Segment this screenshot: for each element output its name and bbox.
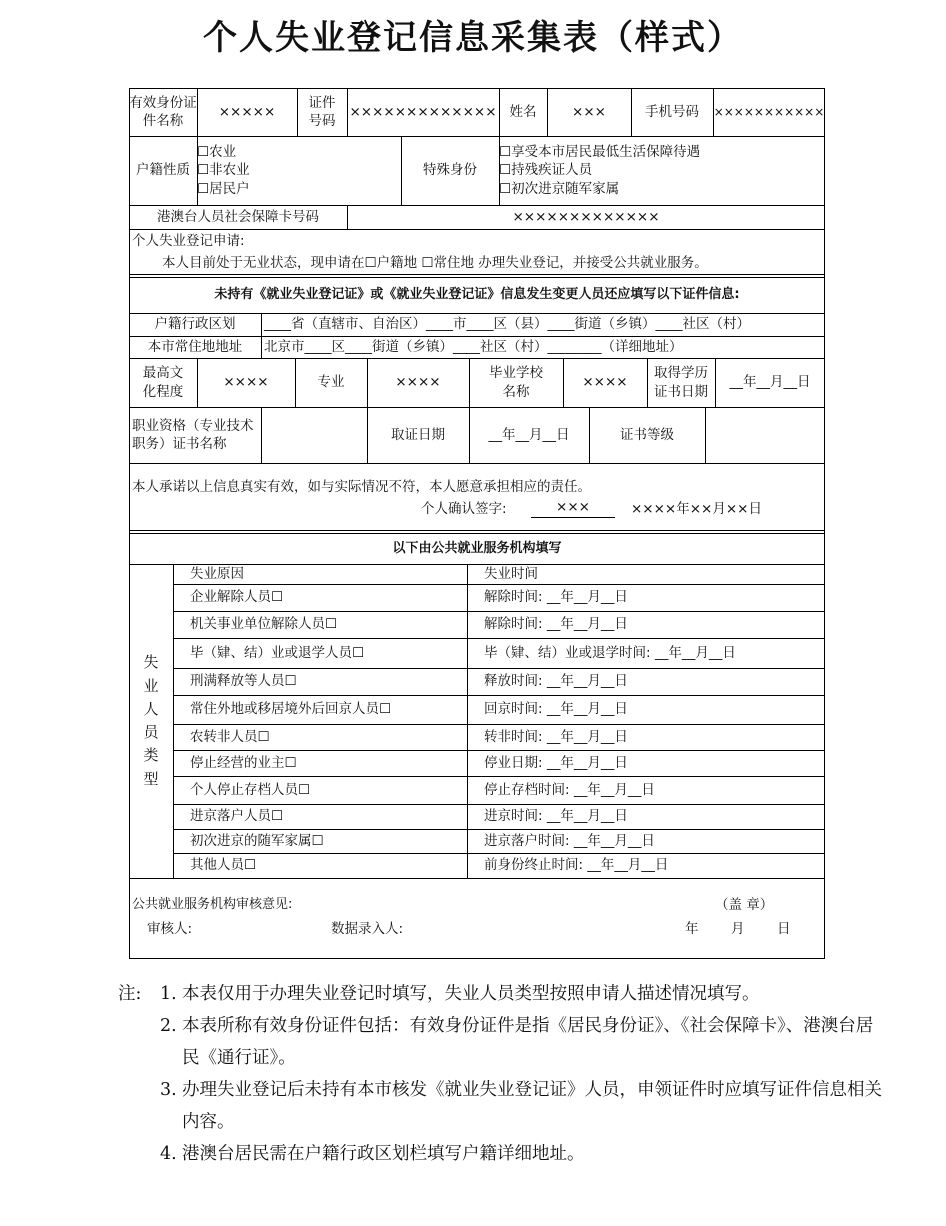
registration-form <box>129 88 825 958</box>
reason-row[interactable]: 刑满释放等人员☐ <box>190 673 297 690</box>
footnote-item <box>118 978 888 1010</box>
reason-row[interactable]: 个人停止存档人员☐ <box>190 781 311 798</box>
seal-label: （盖 章） <box>715 896 774 913</box>
time-row[interactable]: 停业日期: __年__月__日 <box>484 754 628 771</box>
time-header: 失业时间 <box>484 565 538 582</box>
id-type-label: 有效身份证件名称 <box>129 94 197 129</box>
name-label: 姓名 <box>509 103 537 120</box>
sign-date: ××××年××月××日 <box>631 500 762 517</box>
time-row[interactable]: 进京时间: __年__月__日 <box>484 808 628 825</box>
footnote-number: 4. <box>160 1144 177 1164</box>
reason-row[interactable]: 常住外地或移居境外后回京人员☐ <box>190 701 392 718</box>
hukou-region-label: 户籍行政区划 <box>154 316 236 333</box>
id-type-value[interactable]: ××××× <box>218 103 276 120</box>
cert-date-value[interactable]: __年__月__日 <box>729 374 811 391</box>
review-month-label: 月 <box>731 920 745 937</box>
qualification-value[interactable] <box>261 407 367 463</box>
footnote-number: 1. <box>160 984 177 1004</box>
time-row[interactable]: 解除时间: __年__月__日 <box>484 589 628 606</box>
time-row[interactable]: 解除时间: __年__月__日 <box>484 616 628 633</box>
reason-row[interactable]: 毕（肄、结）业或退学人员☐ <box>190 644 365 661</box>
name-value[interactable]: ××× <box>572 103 606 120</box>
reason-row[interactable]: 停止经营的业主☐ <box>190 754 297 771</box>
hmt-social-card-label: 港澳台人员社会保障卡号码 <box>157 208 319 225</box>
id-number-label: 证件号码 <box>308 94 336 129</box>
form-title: 个人失业登记信息采集表（样式） <box>203 18 743 58</box>
reason-row[interactable]: 其他人员☐ <box>190 857 257 874</box>
hukou-type-label: 户籍性质 <box>136 162 190 179</box>
review-year-label: 年 <box>685 920 699 937</box>
time-row[interactable]: 停止存档时间: __年__月__日 <box>484 781 655 798</box>
cert-level-value[interactable] <box>705 407 825 463</box>
phone-value[interactable]: ××××××××××× <box>713 104 825 119</box>
application-title: 个人失业登记申请: <box>132 232 245 249</box>
hukou-option-resident[interactable]: ☐居民户 <box>197 180 250 197</box>
footnotes <box>118 978 888 1170</box>
special-option-disability[interactable]: ☐持残疾证人员 <box>499 162 593 179</box>
time-row[interactable]: 前身份终止时间: __年__月__日 <box>484 857 669 874</box>
special-option-min-living[interactable]: ☐享受本市居民最低生活保障待遇 <box>499 144 701 161</box>
reason-row[interactable]: 进京落户人员☐ <box>190 808 284 825</box>
signature-field[interactable]: ××× <box>531 498 615 518</box>
reviewer-label: 审核人: <box>147 920 193 937</box>
footnote-text: 办理失业登记后未持有本市核发《就业失业登记证》人员，申领证件时应填写证件信息相关内容。 <box>182 1080 882 1132</box>
special-status-options <box>499 136 825 205</box>
school-value[interactable]: ×××× <box>582 374 628 391</box>
time-row[interactable]: 释放时间: __年__月__日 <box>484 673 628 690</box>
id-number-value[interactable]: ××××××××××××× <box>349 103 497 120</box>
hmt-social-card-value[interactable]: ××××××××××××× <box>512 208 660 225</box>
sign-label: 个人确认签字: <box>421 500 507 517</box>
cert-date-label: 取得学历证书日期 <box>654 365 708 400</box>
school-label: 毕业学校名称 <box>489 365 543 400</box>
time-row[interactable]: 进京落户时间: __年__月__日 <box>484 832 655 849</box>
reason-row[interactable]: 农转非人员☐ <box>190 728 270 745</box>
agency-section-header: 以下由公共就业服务机构填写 <box>392 540 562 556</box>
footnote-number: 2. <box>160 1016 177 1036</box>
major-value[interactable]: ×××× <box>395 374 441 391</box>
cert-level-label: 证书等级 <box>620 426 674 443</box>
hukou-type-options <box>197 136 401 205</box>
hukou-region-value[interactable]: ____省（直辖市、自治区）____市____区（县）____街道（乡镇）____社区（村） <box>264 316 750 333</box>
footnote-item <box>118 1074 888 1138</box>
qualification-date-value[interactable]: __年__月__日 <box>488 426 570 443</box>
residence-label: 本市常住地地址 <box>147 338 243 355</box>
special-option-military-family[interactable]: ☐初次进京随军家属 <box>499 180 620 197</box>
footnote-item <box>118 1010 888 1074</box>
hukou-option-non-agricultural[interactable]: ☐非农业 <box>197 162 250 179</box>
hukou-option-agricultural[interactable]: ☐农业 <box>197 144 237 161</box>
reason-header: 失业原因 <box>190 565 244 582</box>
education-level-label: 最高文化程度 <box>142 365 184 400</box>
education-level-value[interactable]: ×××× <box>223 374 269 391</box>
phone-label: 手机号码 <box>645 103 699 120</box>
major-label: 专业 <box>317 374 345 391</box>
qualification-date-label: 取证日期 <box>391 426 445 443</box>
application-text: 本人目前处于无业状态，现申请在☐户籍地 ☐常住地 办理失业登记，并接受公共就业服务。 <box>162 254 708 271</box>
data-entry-label: 数据录入人: <box>331 920 404 937</box>
special-status-label: 特殊身份 <box>423 162 477 179</box>
footnote-prefix: 注: <box>118 984 142 1004</box>
residence-value[interactable]: 北京市____区____街道（乡镇）____社区（村）________（详细地址） <box>264 338 683 355</box>
footnote-item <box>118 1138 888 1170</box>
footnote-number: 3. <box>160 1080 177 1100</box>
time-row[interactable]: 转非时间: __年__月__日 <box>484 728 628 745</box>
footnote-text: 本表仅用于办理失业登记时填写，失业人员类型按照申请人描述情况填写。 <box>182 984 760 1004</box>
reason-row[interactable]: 机关事业单位解除人员☐ <box>190 616 338 633</box>
time-row[interactable]: 回京时间: __年__月__日 <box>484 701 628 718</box>
unemployed-type-side-label: 失业人员类型 <box>143 653 159 788</box>
qualification-label: 职业资格（专业技术职务）证书名称 <box>132 417 254 452</box>
footnote-text: 港澳台居民需在户籍行政区划栏填写户籍详细地址。 <box>182 1144 585 1164</box>
review-opinion-label: 公共就业服务机构审核意见: <box>132 897 293 913</box>
change-notice: 未持有《就业失业登记证》或《就业失业登记证》信息发生变更人员还应填写以下证件信息: <box>214 287 740 303</box>
reason-row[interactable]: 企业解除人员☐ <box>190 589 284 606</box>
time-row[interactable]: 毕（肄、结）业或退学时间: __年__月__日 <box>484 644 736 661</box>
footnote-text: 本表所称有效身份证件包括：有效身份证件是指《居民身份证》、《社会保障卡》、港澳台居民《通行证》。 <box>182 1016 874 1068</box>
review-day-label: 日 <box>777 920 791 937</box>
promise-text: 本人承诺以上信息真实有效，如与实际情况不符，本人愿意承担相应的责任。 <box>132 478 591 495</box>
reason-row[interactable]: 初次进京的随军家属☐ <box>190 832 324 849</box>
